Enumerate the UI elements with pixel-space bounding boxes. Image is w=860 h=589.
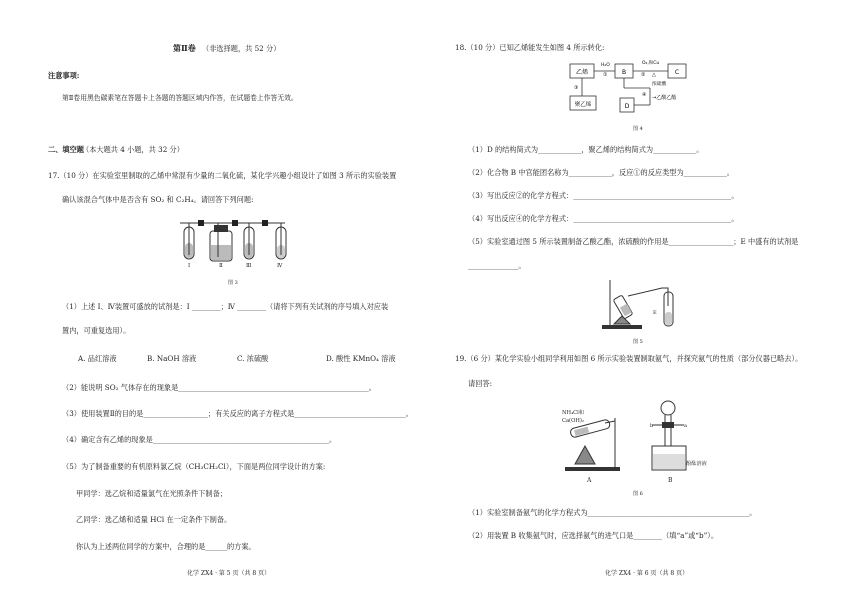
q17-part3: （3）使用装置Ⅱ的目的是__________________；有关反应的离子方程式是_______________________________。 bbox=[62, 409, 413, 418]
fig4-step2-num: ② bbox=[641, 72, 646, 78]
fig4-step1-num: ① bbox=[603, 72, 608, 78]
fig4-box-polyethylene-text: 聚乙烯 bbox=[574, 102, 592, 108]
part-two-title: 二、填空题 bbox=[48, 145, 84, 154]
option-a: A. 品红溶液 bbox=[78, 354, 117, 363]
fig6-port-a: a bbox=[684, 423, 687, 429]
q18-head: 18.（10 分）已知乙烯能发生如图 4 所示转化: bbox=[455, 43, 605, 52]
fig6-reagent-line1: NH₄Cl和 bbox=[562, 410, 584, 416]
q18-part5-line2: ______________。 bbox=[468, 261, 526, 270]
q17-part5: （5）为了制备重要的有机原料氯乙烷（CH₃CH₂Cl），下面是两位同学设计的方案: bbox=[62, 462, 326, 471]
q19-sub: 请回答: bbox=[468, 379, 492, 388]
fig6-caption: 图 6 bbox=[633, 491, 643, 497]
plan-jia: 甲同学：选乙烷和适量氯气在光照条件下制备； bbox=[76, 489, 227, 498]
fig6-port-b: b bbox=[650, 423, 654, 429]
q19-part1: （1）实验室制备氨气的化学方程式为_____________________________________________。 bbox=[468, 508, 757, 517]
q18-part1: （1）D 的结构简式为____________，聚乙烯的结构简式为____________。 bbox=[468, 145, 704, 154]
fig5-label-e: E bbox=[653, 310, 657, 316]
section-title: 第Ⅱ卷 bbox=[173, 43, 196, 53]
fig3-caption: 图 3 bbox=[228, 280, 238, 286]
q19-part2: （2）用装置 B 收集氨气时，应选择氨气的进气口是________（填“a”或“b”）。 bbox=[468, 531, 719, 540]
part-two-subtitle: （本大题共 4 小题，共 32 分） bbox=[82, 145, 184, 154]
figure-4-diagram bbox=[570, 58, 710, 118]
option-b: B. NaOH 溶液 bbox=[147, 354, 197, 363]
fig4-step1: H₂O bbox=[601, 63, 610, 68]
fig6-solution-label: 酚酞溶液 bbox=[686, 461, 707, 467]
q17-part4: （4）确定含有乙烯的现象是_________________________________________________。 bbox=[62, 435, 337, 444]
q17-part1-line2: 置内，可重复选用）。 bbox=[62, 326, 131, 335]
figure-3-apparatus bbox=[180, 215, 300, 270]
figure-5-apparatus bbox=[600, 278, 690, 333]
plan-yi: 乙同学：选乙烯和适量 HCl 在一定条件下制备。 bbox=[76, 515, 232, 524]
q19-head: 19.（6 分）某化学实验小组同学利用如图 6 所示实验装置制取氨气，并探究氨气的性质（部分仪器已略去）。 bbox=[455, 354, 803, 363]
fig4-step2: O₂,和Cu bbox=[642, 61, 660, 66]
fig4-delta: △ bbox=[652, 72, 656, 78]
fig6-label-a: A bbox=[587, 477, 592, 484]
q17-part2: （2）能说明 SO₂ 气体存在的现象是_____________________________________________________。 bbox=[62, 383, 376, 392]
q18-part4: （4）写出反应④的化学方程式：____________________________________________。 bbox=[468, 214, 739, 223]
fig4-step4-num: ④ bbox=[642, 92, 647, 98]
left-page-footer: 化学 ZX4 · 第 5 页（共 8 页） bbox=[187, 570, 271, 577]
right-page-footer: 化学 ZX4 · 第 6 页（共 8 页） bbox=[605, 570, 689, 577]
fig4-box-c-text: C bbox=[674, 69, 680, 76]
fig4-product: →乙酸乙酯 bbox=[652, 95, 677, 101]
fig6-reagent-line2: Ca(OH)₂ bbox=[562, 418, 584, 424]
notice-text: 第Ⅱ卷用黑色碳素笔在答题卡上各题的答题区域内作答，在试题卷上作答无效。 bbox=[62, 94, 298, 102]
fig5-caption: 图 5 bbox=[633, 339, 643, 345]
fig4-step3-num: ③ bbox=[574, 85, 579, 91]
q17-line2: 确认该混合气体中是否含有 SO₂ 和 C₂H₄。请回答下列问题: bbox=[62, 195, 254, 204]
notice-title: 注意事项: bbox=[48, 71, 80, 80]
fig3-label-1: Ⅰ bbox=[188, 263, 191, 269]
option-c: C. 浓硫酸 bbox=[237, 354, 269, 363]
fig6-label-b: B bbox=[668, 477, 673, 484]
fig4-box-d-text: D bbox=[624, 103, 630, 110]
q17-part1-line1: （1）上述 Ⅰ、Ⅳ装置可盛放的试剂是：Ⅰ ________；Ⅳ ________（请将下列有关试剂的序号填入对应装 bbox=[62, 302, 389, 311]
option-d: D. 酸性 KMnO₄ 溶液 bbox=[326, 354, 396, 363]
fig4-box-ethylene-text: 乙烯 bbox=[575, 69, 589, 76]
q18-part5-line1: （5）实验室通过图 5 所示装置制备乙酸乙酯，浓硫酸的作用是__________________；E 中盛有的试剂是 bbox=[468, 237, 799, 246]
section-subtitle: （非选择题，共 52 分） bbox=[202, 44, 281, 53]
q18-part2: （2）化合物 B 中官能团名称为____________，反应①的反应类型为____________。 bbox=[468, 168, 734, 177]
fig3-label-2: Ⅱ bbox=[219, 263, 223, 269]
q17-line1: 17.（10 分）在实验室里制取的乙烯中常混有少量的二氧化硫，某化学兴趣小组设计了如图 3 所示的实验装置 bbox=[48, 171, 397, 180]
q17-conclusion: 你认为上述两位同学的方案中，合理的是______的方案。 bbox=[76, 542, 256, 551]
fig3-label-3: Ⅲ bbox=[246, 263, 252, 269]
fig4-caption: 图 4 bbox=[633, 126, 643, 132]
fig4-box-b-text: B bbox=[621, 69, 627, 76]
fig3-label-4: Ⅳ bbox=[277, 263, 283, 269]
fig4-step4: 浓硫酸 bbox=[652, 82, 667, 87]
q18-part3: （3）写出反应②的化学方程式：____________________________________________。 bbox=[468, 191, 739, 200]
